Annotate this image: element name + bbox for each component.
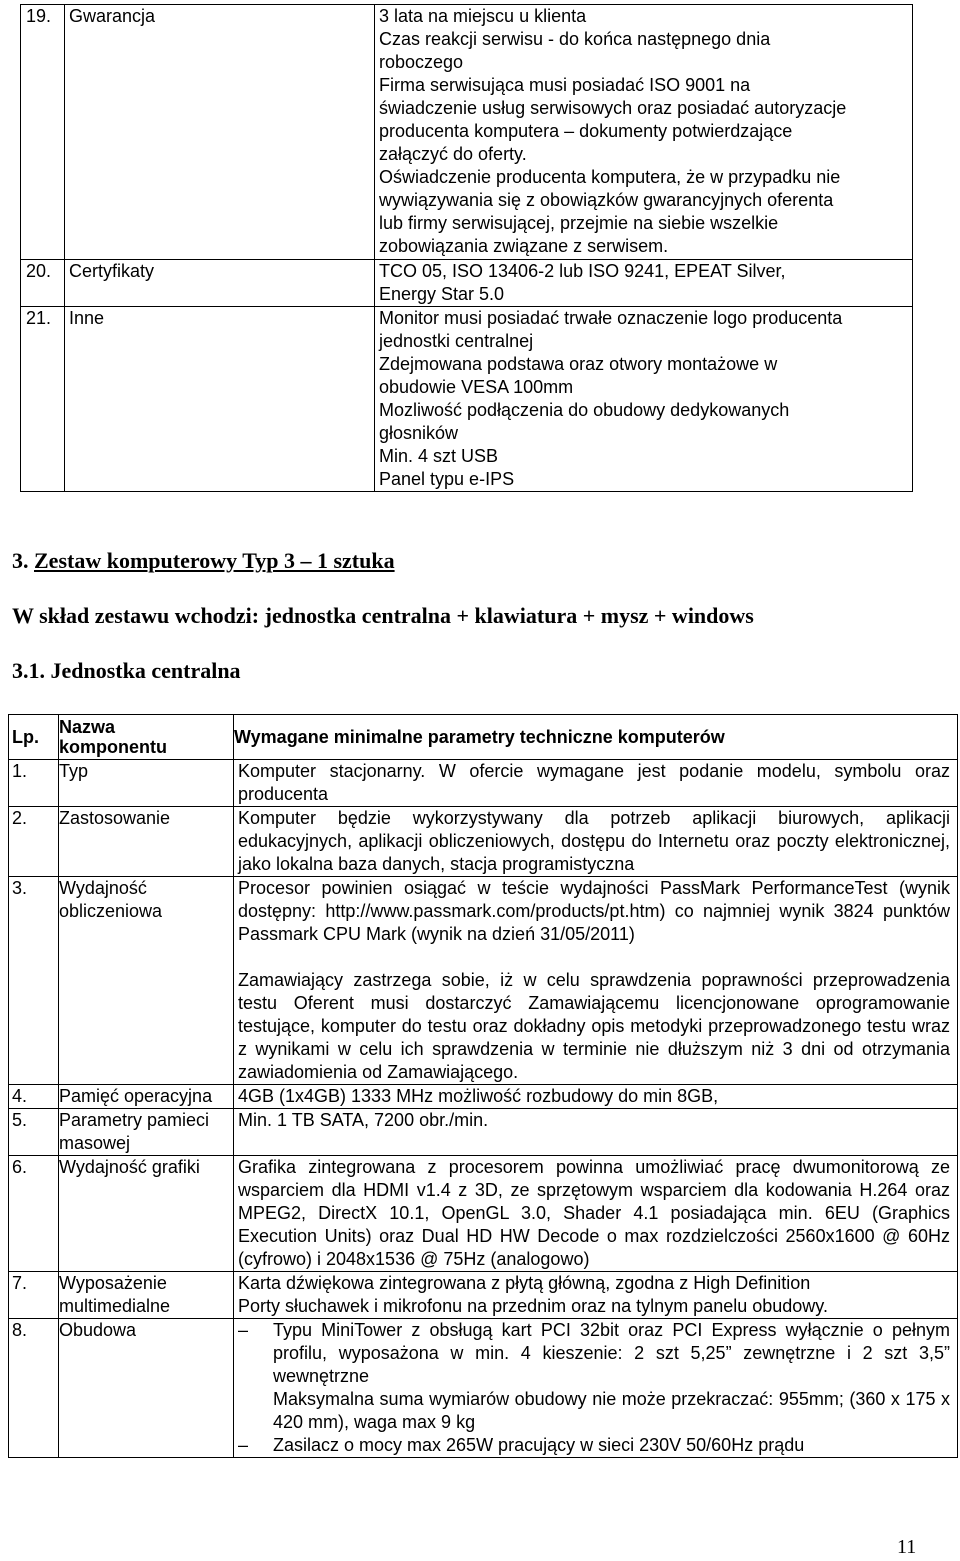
page-number: 11 [897,1536,917,1558]
list-item [238,1319,950,1434]
section-number: 3. [12,548,29,573]
value-line: obudowie VESA 100mm [379,377,574,397]
value-line: Firma serwisująca musi posiadać ISO 9001 na [379,75,751,95]
set-composition-heading: W skład zestawu wchodzi: jednostka centralna + klawiatura + mysz + windows [12,603,754,628]
value-line: zobowiązania związane z serwisem. [379,236,669,256]
value-line: roboczego [379,52,464,72]
list-item [238,1434,950,1457]
row-value [234,1272,958,1319]
row-name: Parametry pamieci masowej [59,1109,234,1156]
row-value: Grafika zintegrowana z procesorem powinna umożliwiać pracę dwumonitorową ze wsparciem dla HDMI v1.4 z 3D, ze sprzętowym wsparciem dla kodowania H.264 oraz MPEG2, DirectX 10.1, OpenGL 3.0, Shader 4.1 posiadająca min. 6EU (Graphics Execution Units) oraz Dual HD HW Decode o max rozdzielczości 2560x1600 @ 60Hz (cyfrowo) i 2048x1536 @ 75Hz (analogowo) [234,1156,958,1272]
value-line: Panel typu e-IPS [379,469,515,489]
table-row [9,1319,958,1458]
value-line: Min. 4 szt USB [379,446,499,466]
row-name: Gwarancja [65,5,375,260]
header-lp: Lp. [9,715,59,760]
value-line: Zdejmowana podstawa oraz otwory montażowe w [379,354,778,374]
header-name-line: Nazwa [59,717,116,737]
row-name: Pamięć operacyjna [59,1085,234,1109]
list-item-text: Maksymalna suma wymiarów obudowy nie może przekraczać: 955mm; (360 x 175 x 420 mm), waga max 9 kg [273,1389,950,1432]
dash-bullet: – [238,1435,249,1455]
row-value: Min. 1 TB SATA, 7200 obr./min. [234,1109,958,1156]
value-line: TCO 05, ISO 13406-2 lub ISO 9241, EPEAT Silver, [379,261,786,281]
table-row [9,807,958,877]
row-name: Wydajność grafiki [59,1156,234,1272]
table-row [21,260,913,307]
header-name-line: komponentu [59,737,167,757]
table-row [9,1085,958,1109]
header-parameters: Wymagane minimalne parametry techniczne komputerów [234,715,958,760]
value-line: producenta komputera – dokumenty potwierdzające [379,121,793,141]
row-number: 5. [9,1109,59,1156]
value-line: lub firmy serwisującej, przejmie na siebie wszelkie [379,213,779,233]
row-number: 1. [9,760,59,807]
row-value [375,260,913,307]
requirements-table [8,714,958,1458]
row-name: Wydajność obliczeniowa [59,877,234,1085]
row-number: 20. [21,260,65,307]
table-row [9,1272,958,1319]
row-number: 6. [9,1156,59,1272]
value-line: Karta dźwiękowa zintegrowana z płytą główną, zgodna z High Definition [238,1273,811,1293]
value-line: 3 lata na miejscu u klienta [379,6,587,26]
value-line: Energy Star 5.0 [379,284,505,304]
row-value [375,307,913,492]
value-line: głosników [379,423,459,443]
section-title: Zestaw komputerowy Typ 3 – 1 sztuka [34,548,395,573]
row-number: 8. [9,1319,59,1458]
value-line: Monitor musi posiadać trwałe oznaczenie logo producenta [379,308,843,328]
row-value [375,5,913,260]
row-number: 3. [9,877,59,1085]
row-number: 21. [21,307,65,492]
row-name: Wyposażenie multimedialne [59,1272,234,1319]
dash-bullet: – [238,1320,249,1340]
row-value: 4GB (1x4GB) 1333 MHz możliwość rozbudowy do min 8GB, [234,1085,958,1109]
row-name: Zastosowanie [59,807,234,877]
row-number: 4. [9,1085,59,1109]
value-line: Oświadczenie producenta komputera, że w przypadku nie [379,167,841,187]
row-name: Typ [59,760,234,807]
header-component-name [59,715,234,760]
table-header-row [9,715,958,760]
row-name: Obudowa [59,1319,234,1458]
row-value: Komputer będzie wykorzystywany dla potrzeb aplikacji biurowych, aplikacji edukacyjnych, aplikacji obliczeniowych, dostępu do Internetu oraz poczty elektronicznej, jako lokalna baza danych, stacja programistyczna [234,807,958,877]
table-row [21,307,913,492]
table-row [9,1156,958,1272]
table-row [9,877,958,1085]
row-name: Certyfikaty [65,260,375,307]
row-value [234,1319,958,1458]
value-line: świadczenie usług serwisowych oraz posiadać autoryzacje [379,98,847,118]
value-line: jednostki centralnej [379,331,534,351]
table-row [9,1109,958,1156]
row-value: Komputer stacjonarny. W ofercie wymagane jest podanie modelu, symbolu oraz producenta [234,760,958,807]
list-item-text: Typu MiniTower z obsługą kart PCI 32bit oraz PCI Express wyłącznie o pełnym profilu, wyposażona w min. 4 kieszenie: 2 szt 5,25” zewnętrzne i 2 szt 3,5” wewnętrzne [273,1320,950,1386]
row-number: 2. [9,807,59,877]
table-row [9,760,958,807]
spec-table-continued [20,4,913,492]
row-name: Inne [65,307,375,492]
value-paragraph: Procesor powinien osiągać w teście wydajności PassMark PerformanceTest (wynik dostępny: http://www.passmark.com/products/pt.htm) co najmniej wynik 3824 punktów Passmark CPU Mark (wynik na dzień 31/05/2011) [238,878,950,944]
subsection-heading: 3.1. Jednostka centralna [12,658,241,683]
value-paragraph: Zamawiający zastrzega sobie, iż w celu sprawdzenia poprawności przeprowadzenia testu Oferent musi dostarczyć Zamawiającemu licencjonowane oprogramowanie testujące, komputer do testu oraz dokładny opis metodyki przeprowadzonego testu wraz z wynikami w celu ich sprawdzenia w terminie nie dłuższym niż 3 dni od otrzymania zawiadomienia od Zamawiającego. [238,970,950,1082]
row-number: 19. [21,5,65,260]
section-heading [12,548,395,574]
value-line: Czas reakcji serwisu - do końca następnego dnia [379,29,771,49]
table-row [21,5,913,260]
row-value [234,877,958,1085]
value-line: wywiązywania się z obowiązków gwarancyjnych oferenta [379,190,834,210]
list-item-text: Zasilacz o mocy max 265W pracujący w sieci 230V 50/60Hz prądu [273,1435,805,1455]
value-line: Porty słuchawek i mikrofonu na przednim oraz na tylnym panelu obudowy. [238,1296,828,1316]
row-number: 7. [9,1272,59,1319]
value-line: Mozliwość podłączenia do obudowy dedykowanych [379,400,790,420]
value-line: załączyć do oferty. [379,144,527,164]
